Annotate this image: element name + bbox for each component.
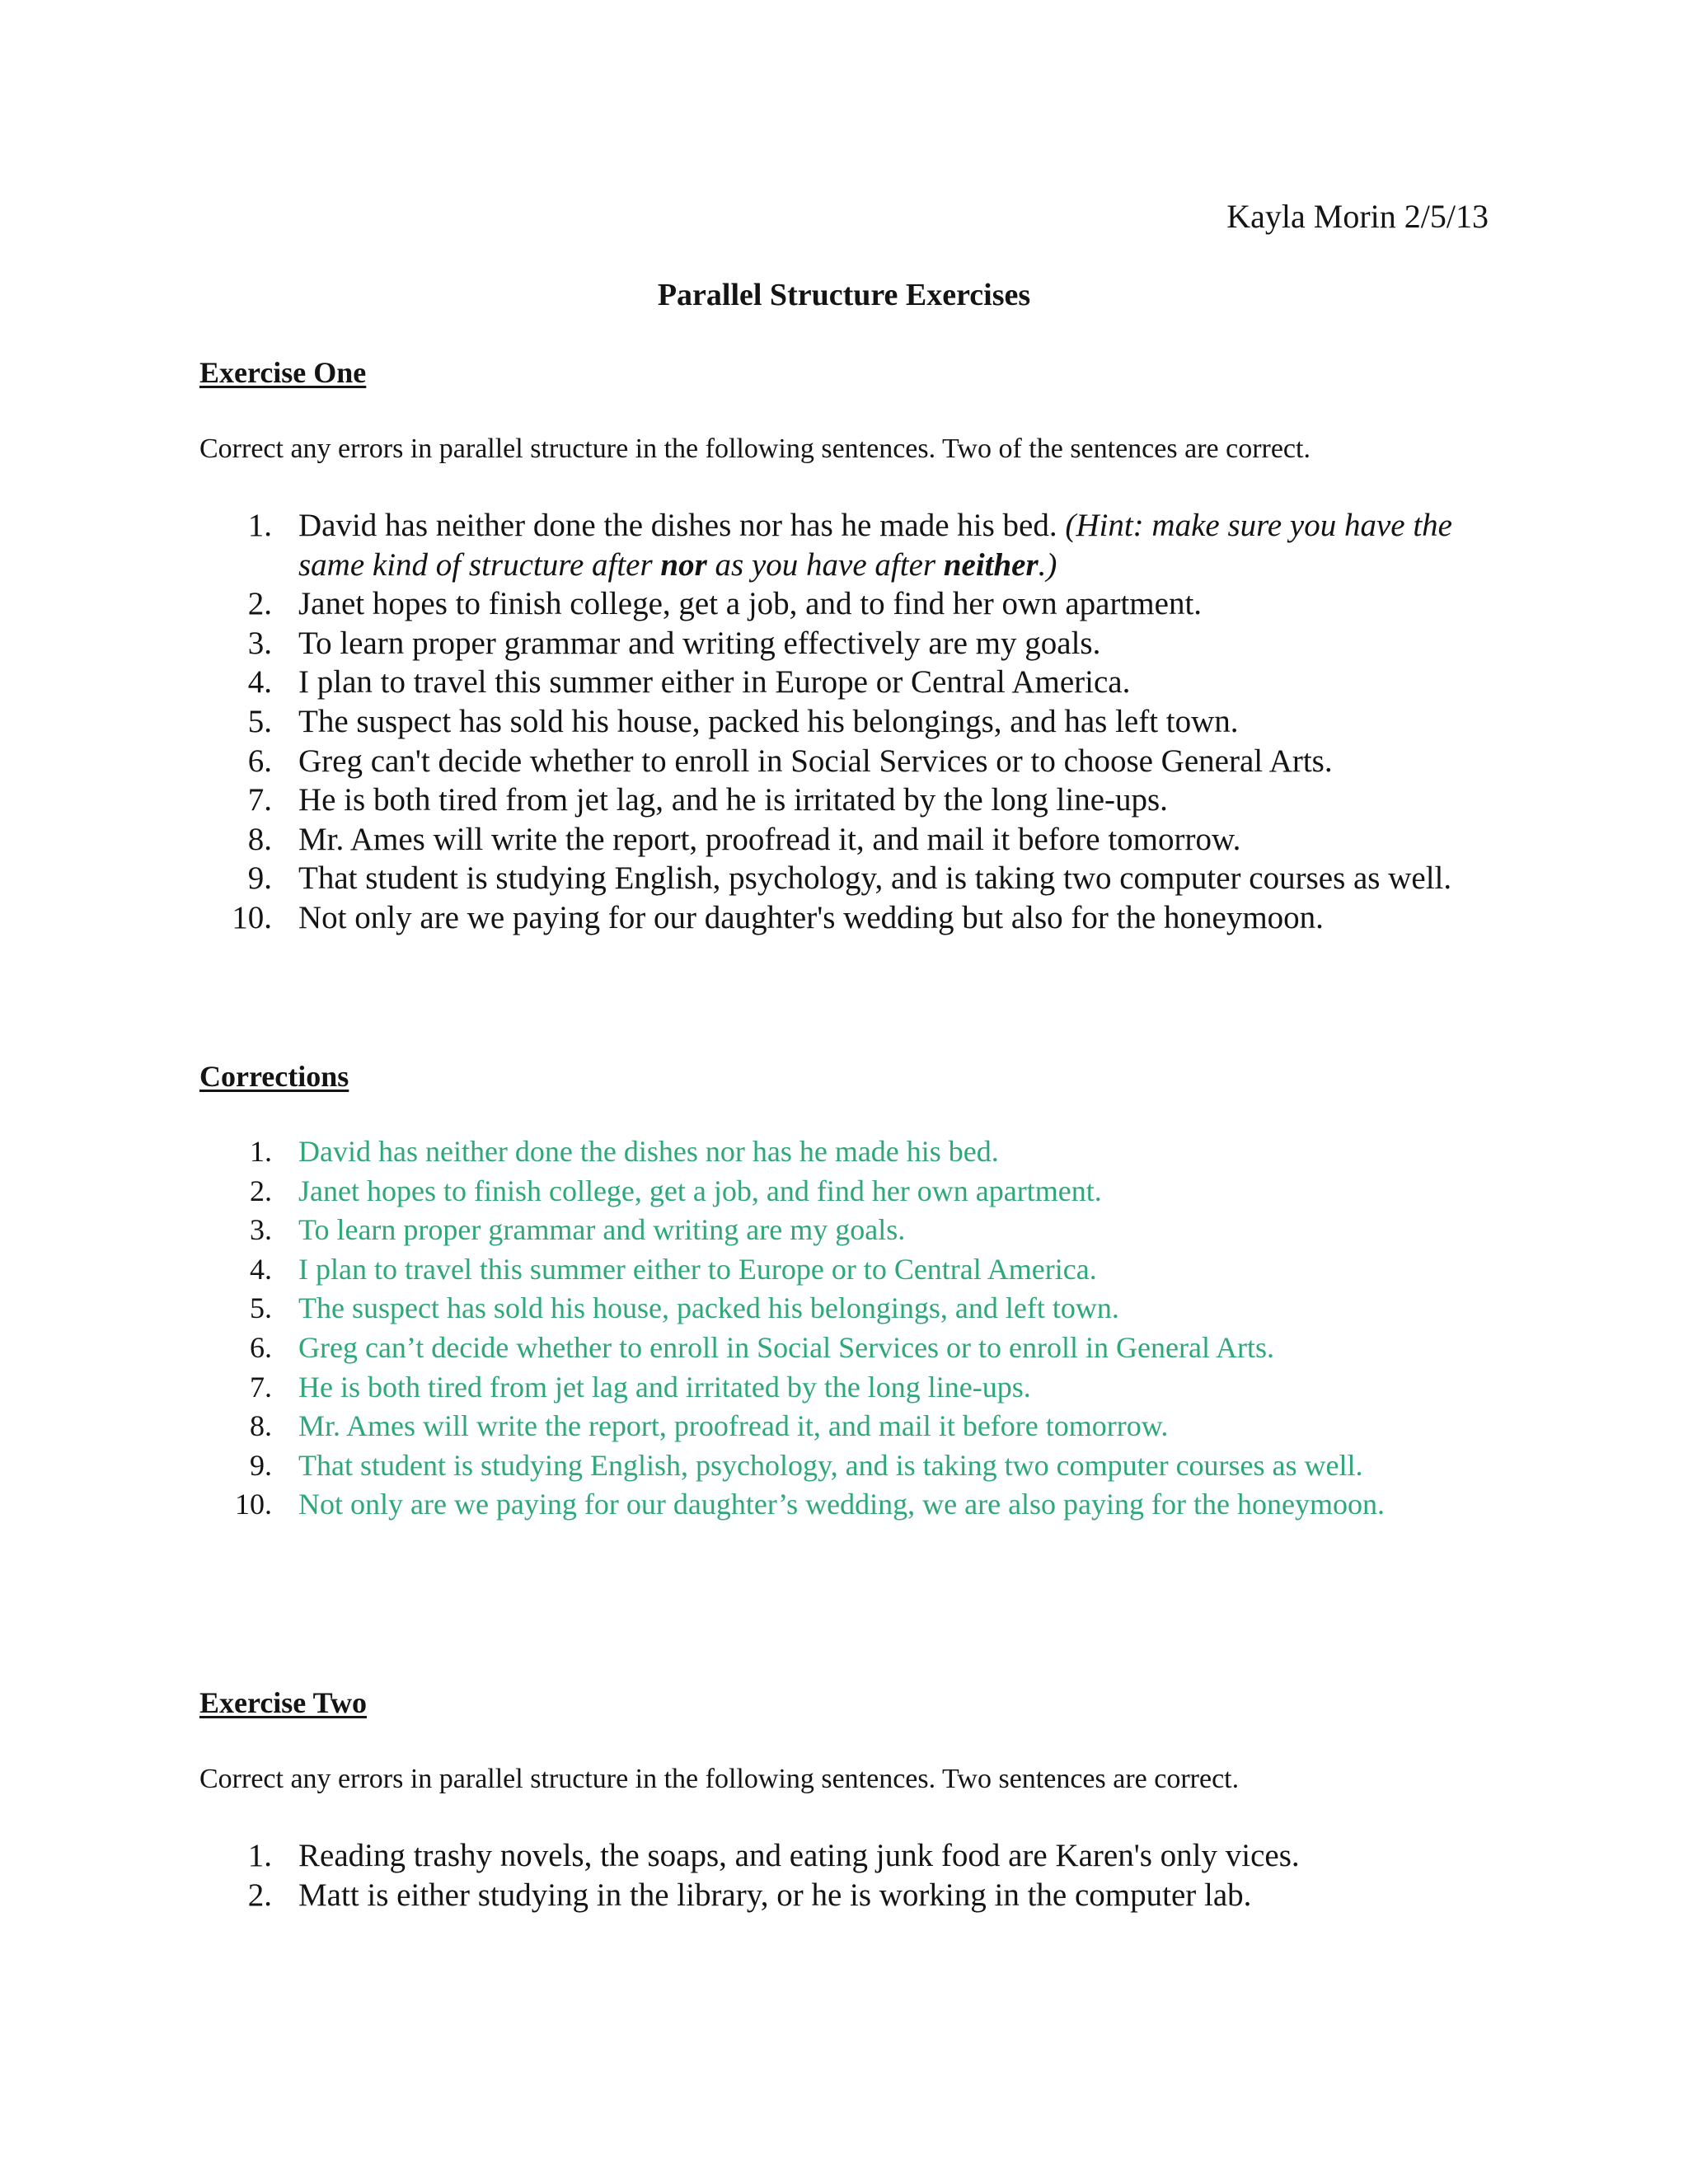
list-item — [0, 898, 1452, 938]
item-number: 10. — [232, 899, 272, 935]
list-item — [0, 1289, 1385, 1329]
item-number: 7. — [250, 1370, 272, 1404]
item-number: 7. — [247, 782, 272, 818]
list-item — [0, 1172, 1385, 1212]
item-number: 6. — [250, 1330, 272, 1364]
exercise-two-heading: Exercise Two — [199, 1686, 367, 1719]
list-item — [0, 702, 1452, 742]
list-item — [0, 584, 1452, 624]
corrections-heading: Corrections — [199, 1060, 349, 1093]
item-number: 3. — [247, 625, 272, 661]
item-text: Reading trashy novels, the soaps, and eating junk food are Karen's only vices. — [298, 1838, 1300, 1873]
item-number: 8. — [247, 821, 272, 857]
item-text: That student is studying English, psychology, and is taking two computer courses as well. — [298, 1448, 1363, 1482]
item-number: 1. — [247, 1838, 272, 1873]
list-item — [0, 506, 1452, 546]
item-text: Mr. Ames will write the report, proofread it, and mail it before tomorrow. — [298, 1409, 1169, 1443]
item-text: He is both tired from jet lag, and he is irritated by the long line-ups. — [298, 782, 1168, 818]
item-text: Janet hopes to finish college, get a job, and find her own apartment. — [298, 1174, 1102, 1207]
hint-text: (Hint: make sure you have the — [1065, 508, 1452, 543]
item-text: Greg can’t decide whether to enroll in Social Services or to enroll in General Arts. — [298, 1330, 1274, 1364]
list-item — [0, 624, 1452, 663]
list-item — [0, 1368, 1385, 1408]
item-number: 9. — [250, 1448, 272, 1482]
item-text: Not only are we paying for our daughter's wedding but also for the honeymoon. — [298, 899, 1324, 935]
exercise-one-list — [0, 506, 1452, 938]
item-number: 4. — [250, 1252, 272, 1286]
item-number: 10. — [235, 1488, 272, 1521]
item-number: 2. — [247, 586, 272, 622]
exercise-two-list — [0, 1836, 1300, 1915]
item-text: Janet hopes to finish college, get a job, and to find her own apartment. — [298, 586, 1203, 622]
list-item — [0, 1836, 1300, 1876]
item-text: He is both tired from jet lag and irritated by the long line-ups. — [298, 1370, 1031, 1404]
item-number: 5. — [247, 703, 272, 739]
item-text: Mr. Ames will write the report, proofread it, and mail it before tomorrow. — [298, 821, 1241, 857]
list-item — [0, 1407, 1385, 1446]
list-item — [0, 742, 1452, 781]
item-number: 5. — [250, 1291, 272, 1325]
list-item — [0, 1211, 1385, 1250]
item-text: Matt is either studying in the library, or he is working in the computer lab. — [298, 1877, 1252, 1913]
list-item — [0, 820, 1452, 860]
list-item — [0, 1250, 1385, 1290]
item-number: 4. — [247, 664, 272, 701]
item-text: I plan to travel this summer either in Europe or Central America. — [298, 664, 1131, 701]
item-number: 9. — [247, 860, 272, 897]
list-item — [0, 859, 1452, 898]
item-text: To learn proper grammar and writing are my goals. — [298, 1213, 906, 1247]
item-number: 8. — [250, 1409, 272, 1443]
exercise-one-heading: Exercise One — [199, 356, 367, 389]
list-item-continuation — [0, 546, 1452, 585]
corrections-list — [0, 1132, 1385, 1525]
item-text: David has neither done the dishes nor has he made his bed. — [298, 1135, 999, 1168]
item-text: Greg can't decide whether to enroll in Social Services or to choose General Arts. — [298, 743, 1333, 779]
item-number: 3. — [250, 1213, 272, 1247]
item-number: 6. — [247, 743, 272, 779]
item-text: That student is studying English, psychology, and is taking two computer courses as well. — [298, 860, 1452, 897]
exercise-one-instructions: Correct any errors in parallel structure in the following sentences. Two of the sentences are correct. — [199, 434, 1311, 464]
exercise-two-instructions: Correct any errors in parallel structure in the following sentences. Two sentences are correct. — [199, 1764, 1240, 1794]
item-text: The suspect has sold his house, packed his belongings, and left town. — [298, 1291, 1119, 1325]
item-number: 2. — [247, 1877, 272, 1913]
author-name-date: Kayla Morin 2/5/13 — [1226, 198, 1489, 235]
item-number: 2. — [250, 1174, 272, 1207]
hint-text-continued: same kind of structure after nor as you have after neither.) — [298, 546, 1057, 583]
item-text: David has neither done the dishes nor has he made his bed. (Hint: make sure you have the — [298, 508, 1452, 543]
page-title: Parallel Structure Exercises — [657, 278, 1031, 312]
list-item — [0, 1485, 1385, 1525]
list-item — [0, 1446, 1385, 1486]
item-text: To learn proper grammar and writing effectively are my goals. — [298, 625, 1101, 661]
list-item — [0, 1329, 1385, 1368]
item-text: Not only are we paying for our daughter’s wedding, we are also paying for the honeymoon. — [298, 1488, 1385, 1521]
item-text: I plan to travel this summer either to Europe or to Central America. — [298, 1252, 1097, 1286]
list-item — [0, 1876, 1300, 1915]
list-item — [0, 1132, 1385, 1172]
item-text: The suspect has sold his house, packed his belongings, and has left town. — [298, 703, 1239, 739]
list-item — [0, 663, 1452, 702]
list-item — [0, 780, 1452, 820]
item-number: 1. — [250, 1135, 272, 1168]
item-number: 1. — [247, 508, 272, 543]
